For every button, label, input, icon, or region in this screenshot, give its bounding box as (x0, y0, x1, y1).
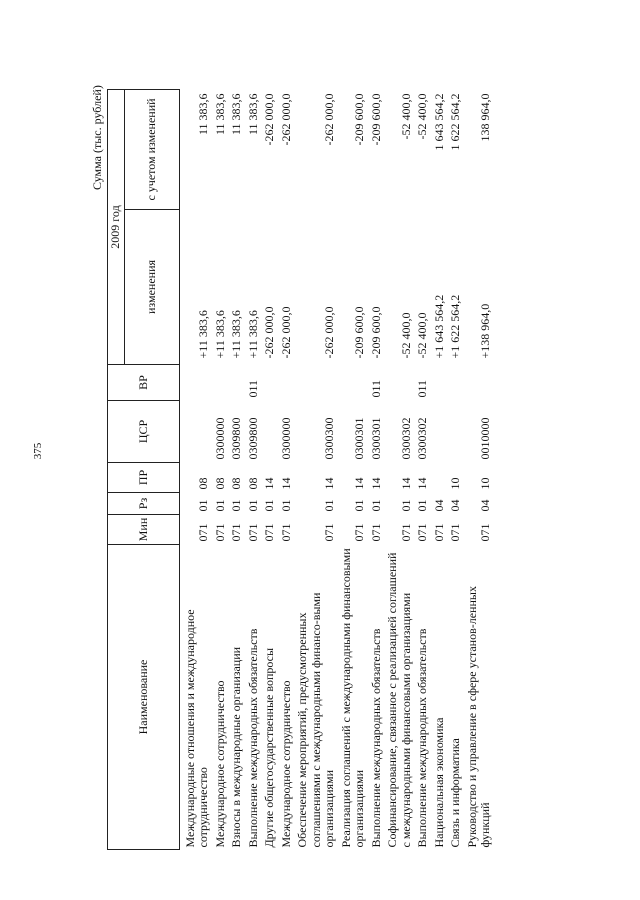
cell-vr (278, 365, 295, 401)
col-header-rz: Рз (108, 493, 180, 515)
cell-total: 1 643 564,2 (431, 93, 446, 151)
cell-rz: 04 (448, 499, 462, 512)
cell-min: 071 (262, 523, 276, 542)
cell-total: 11 383,6 (196, 93, 210, 136)
cell-total: -262 000,0 (278, 93, 293, 146)
cell-total: 11 383,6 (229, 93, 243, 136)
cell-min: 071 (229, 523, 243, 542)
cell-total: -262 000,0 (262, 93, 276, 146)
cell-min: 071 (478, 523, 492, 542)
cell-vr (338, 365, 368, 401)
table-row (384, 89, 414, 849)
cell-name: Международные отношения и международное сотрудничество (182, 609, 210, 848)
cell-pr: 14 (398, 477, 413, 490)
cell-pr: 08 (212, 477, 227, 490)
cell-rz: 01 (322, 499, 336, 512)
cell-rz: 01 (245, 499, 260, 512)
cell-min: 071 (398, 523, 413, 542)
col-header-name: Наименование (108, 545, 180, 850)
cell-name: Связь и информатика (448, 738, 462, 848)
cell-rz: 01 (229, 499, 243, 512)
cell-vr (228, 365, 245, 401)
cell-pr: 14 (352, 477, 366, 490)
cell-change: +11 383,6 (229, 310, 243, 359)
cell-rz: 01 (196, 499, 210, 512)
cell-vr (447, 365, 464, 401)
cell-rz: 01 (368, 499, 383, 512)
cell-pr: 08 (245, 477, 260, 490)
cell-total: -52 400,0 (398, 93, 413, 140)
table-row (261, 89, 278, 849)
cell-pr: 14 (262, 477, 276, 490)
cell-pr (431, 463, 448, 493)
col-header-with-changes: с учетом изменений (124, 89, 179, 209)
budget-table (107, 89, 494, 850)
table-row (447, 89, 464, 849)
table-row (338, 89, 368, 849)
cell-name: Взносы в международные организации (229, 646, 243, 848)
cell-csr (261, 401, 278, 463)
cell-name: Международное сотрудничество (212, 680, 227, 848)
cell-total: 11 383,6 (212, 93, 227, 136)
table-row (212, 89, 229, 849)
table-row (294, 89, 338, 849)
col-header-changes: изменения (124, 210, 179, 365)
cell-change: -52 400,0 (398, 312, 413, 359)
cell-pr: 08 (229, 477, 243, 490)
cell-csr: 0309800 (229, 417, 243, 460)
cell-name: Реализация соглашений с международными финансовыми организациями (338, 548, 366, 848)
table-row (245, 89, 262, 849)
cell-name: Другие общегосударственные вопросы (262, 647, 276, 848)
cell-rz: 04 (431, 499, 446, 512)
cell-vr (294, 365, 338, 401)
cell-name: Выполнение международных обязательств (415, 628, 429, 848)
cell-csr: 0010000 (478, 417, 492, 460)
cell-name: Выполнение международных обязательств (245, 628, 260, 848)
cell-min: 071 (196, 523, 210, 542)
cell-vr: 011 (245, 379, 260, 398)
cell-change: -262 000,0 (322, 306, 336, 359)
cell-change: +11 383,6 (196, 310, 210, 359)
cell-vr (261, 365, 278, 401)
cell-vr (179, 365, 212, 401)
cell-change: -52 400,0 (415, 312, 429, 359)
cell-pr: 10 (478, 477, 492, 490)
cell-rz: 01 (398, 499, 413, 512)
table-row (431, 89, 448, 849)
cell-rz: 01 (278, 499, 293, 512)
cell-pr: 08 (196, 477, 210, 490)
header-row-top (108, 89, 125, 849)
table-row (179, 89, 212, 849)
cell-change: +1 643 564,2 (431, 294, 446, 359)
cell-csr: 0300302 (398, 417, 413, 460)
cell-vr: 011 (415, 379, 429, 398)
table-row (414, 89, 431, 849)
cell-name: Обеспечение мероприятий, предусмотренных соглашениями с международными финансо-выми организациями (295, 592, 336, 848)
cell-pr: 10 (448, 477, 462, 490)
cell-total: -209 600,0 (352, 93, 366, 146)
cell-change: -262 000,0 (262, 306, 276, 359)
col-header-csr: ЦСР (108, 401, 180, 463)
table-row (278, 89, 295, 849)
cell-name: Выполнение международных обязательств (368, 628, 383, 848)
cell-total: 11 383,6 (245, 93, 260, 136)
cell-pr: 14 (415, 477, 429, 490)
cell-min: 071 (368, 523, 383, 542)
cell-vr (384, 365, 414, 401)
cell-change: -209 600,0 (352, 306, 366, 359)
cell-pr: 14 (278, 477, 293, 490)
cell-change: +11 383,6 (212, 310, 227, 359)
cell-min: 071 (415, 523, 429, 542)
cell-total: 138 964,0 (478, 93, 492, 142)
amount-caption: Сумма (тыс. рублей) (90, 85, 104, 190)
table-row (228, 89, 245, 849)
cell-change: -209 600,0 (368, 306, 383, 359)
cell-vr: 011 (368, 379, 383, 398)
cell-name: Национальная экономика (431, 717, 446, 848)
cell-rz: 01 (352, 499, 366, 512)
cell-min: 071 (245, 523, 260, 542)
cell-name: Международное сотрудничество (278, 680, 293, 848)
cell-csr: 0300000 (212, 417, 227, 460)
cell-min: 071 (212, 523, 227, 542)
cell-csr: 0300300 (322, 417, 336, 460)
cell-total: -262 000,0 (322, 93, 336, 146)
cell-min: 071 (352, 523, 366, 542)
cell-csr: 0300301 (352, 417, 366, 460)
table-body (179, 89, 494, 849)
cell-total: 1 622 564,2 (448, 93, 462, 151)
cell-pr: 14 (368, 477, 383, 490)
cell-pr: 14 (322, 477, 336, 490)
cell-csr (179, 401, 212, 463)
cell-rz: 01 (212, 499, 227, 512)
col-header-year: 2009 год (108, 89, 125, 364)
cell-min: 071 (322, 523, 336, 542)
cell-csr: 0309800 (245, 417, 260, 460)
cell-change: +138 964,0 (478, 303, 492, 359)
cell-change: +11 383,6 (245, 310, 260, 359)
cell-csr (447, 401, 464, 463)
cell-change: +1 622 564,2 (448, 294, 462, 359)
cell-min: 071 (278, 523, 293, 542)
cell-rz: 04 (478, 499, 492, 512)
table-row (464, 89, 494, 849)
cell-rz: 01 (415, 499, 429, 512)
cell-vr (464, 365, 494, 401)
page-number: 375 (32, 442, 44, 460)
cell-vr (212, 365, 229, 401)
cell-change: -262 000,0 (278, 306, 293, 359)
cell-rz: 01 (262, 499, 276, 512)
col-header-min: Мин (108, 515, 180, 545)
col-header-vr: ВР (108, 365, 180, 401)
rotated-table-sheet (90, 85, 550, 850)
col-header-pr: ПР (108, 463, 180, 493)
cell-name: Руководство и управление в сфере установ-ленных функций (464, 586, 492, 848)
cell-min: 071 (448, 523, 462, 542)
cell-total: -209 600,0 (368, 93, 383, 146)
cell-vr (431, 365, 448, 401)
cell-total: -52 400,0 (415, 93, 429, 140)
cell-csr: 0300000 (278, 417, 293, 460)
cell-csr: 0300301 (368, 417, 383, 460)
cell-csr: 0300302 (415, 417, 429, 460)
cell-min: 071 (431, 523, 446, 542)
cell-csr (431, 401, 448, 463)
cell-name: Софинансирование, связанное с реализацией соглашений с международными финансовыми организациями (385, 552, 413, 848)
table-row (368, 89, 385, 849)
